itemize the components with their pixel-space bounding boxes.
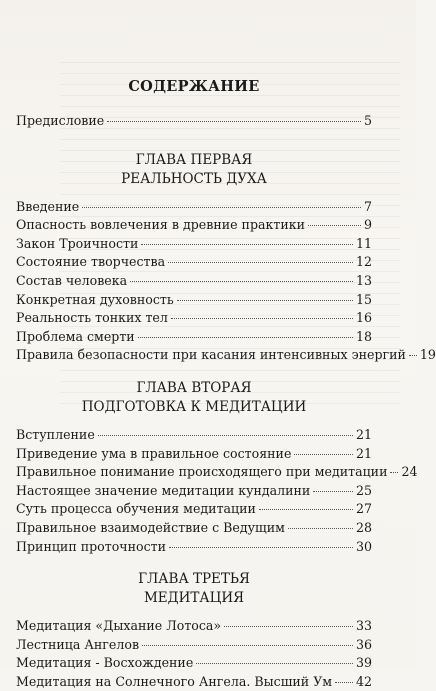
toc-entry[interactable] [16, 500, 372, 519]
toc-entry[interactable] [16, 426, 372, 445]
entry-page: 25 [355, 482, 372, 498]
leader-dots [169, 547, 353, 548]
entry-title: Правильное понимание происходящего при медитации [16, 464, 388, 480]
entry-page: 15 [355, 291, 372, 307]
toc-entry[interactable] [16, 198, 372, 217]
entry-title: Закон Троичности [16, 235, 139, 251]
table-of-contents [16, 76, 436, 691]
entry-title: Суть процесса обучения медитации [16, 501, 256, 517]
entry-title: Правила безопасности при касания интенсивных энергий [16, 347, 406, 363]
entry-title: Состояние творчества [16, 254, 166, 270]
leader-dots [142, 645, 353, 646]
leader-dots [335, 682, 353, 683]
toc-entry[interactable] [16, 346, 436, 365]
chapter-3-number: ГЛАВА ТРЕТЬЯ [138, 571, 250, 588]
entry-title: Вступление [16, 426, 95, 442]
entry-title: Медитация - Восхождение [16, 655, 194, 671]
toc-entry[interactable] [16, 519, 372, 538]
entry-page: 24 [401, 464, 418, 480]
chapter-1-name: РЕАЛЬНОСТЬ ДУХА [121, 170, 267, 187]
entry-page: 11 [355, 235, 372, 251]
toc-title: СОДЕРЖАНИЕ [128, 78, 260, 95]
entry-title: Состав человека [16, 272, 128, 288]
entry-page: 12 [355, 254, 372, 270]
leader-dots [224, 626, 353, 627]
entry-title: Медитация на Солнечного Ангела. Высший Ум [16, 673, 333, 689]
entry-page: 7 [363, 198, 372, 214]
leader-dots [138, 337, 353, 338]
leader-dots [168, 262, 353, 263]
entry-page: 13 [355, 272, 372, 288]
chapter-3-name: МЕДИТАЦИЯ [143, 590, 245, 607]
entry-page: 33 [355, 618, 372, 634]
leader-dots [294, 454, 353, 455]
leader-dots [196, 663, 353, 664]
entry-page: 36 [355, 636, 372, 652]
leader-dots [288, 528, 353, 529]
entry-page: 27 [355, 501, 372, 517]
entry-title: Медитация «Дыхание Лотоса» [16, 618, 222, 634]
leader-dots [82, 207, 361, 208]
toc-entry[interactable] [16, 482, 372, 501]
toc-entry[interactable] [16, 291, 372, 310]
entry-page: 9 [363, 217, 372, 233]
entry-page: 18 [355, 328, 372, 344]
entry-title: Настоящее значение медитации кундалини [16, 482, 311, 498]
entry-title: Реальность тонких тел [16, 310, 168, 326]
chapter-2-name: ПОДГОТОВКА К МЕДИТАЦИИ [81, 398, 307, 415]
leader-dots [409, 355, 417, 356]
leader-dots [259, 509, 353, 510]
entry-page: 19 [419, 347, 436, 363]
entry-page: 28 [355, 519, 372, 535]
entry-title: Лестница Ангелов [16, 636, 140, 652]
toc-entry[interactable] [16, 636, 372, 655]
toc-entry[interactable] [16, 216, 372, 235]
entry-title: Приведение ума в правильное состояние [16, 445, 292, 461]
entry-title: Предисловие [16, 113, 105, 128]
toc-entry[interactable] [16, 328, 372, 347]
toc-entry[interactable] [16, 253, 372, 272]
leader-dots [313, 491, 353, 492]
chapter-2-number: ГЛАВА ВТОРАЯ [136, 379, 252, 396]
leader-dots [390, 472, 398, 473]
entry-title: Конкретная духовность [16, 291, 174, 307]
leader-dots [171, 318, 353, 319]
leader-dots [98, 435, 353, 436]
entry-page: 39 [355, 655, 372, 671]
toc-entry[interactable] [16, 445, 372, 464]
toc-entry[interactable] [16, 463, 418, 482]
entry-title: Правильное взаимодействие с Ведущим [16, 519, 285, 535]
toc-entry[interactable] [16, 235, 372, 254]
entry-page: 42 [355, 673, 372, 689]
entry-title: Принцип проточности [16, 538, 167, 554]
entry-page: 16 [355, 310, 372, 326]
toc-entry[interactable] [16, 673, 372, 691]
entry-page: 21 [355, 445, 372, 461]
entry-page: 30 [355, 538, 372, 554]
entry-title: Введение [16, 198, 80, 214]
toc-entry[interactable] [16, 538, 372, 557]
leader-dots [141, 244, 353, 245]
leader-dots [177, 300, 353, 301]
leader-dots [107, 121, 361, 122]
toc-entry[interactable] [16, 272, 372, 291]
entry-page: 5 [363, 113, 372, 128]
leader-dots [308, 225, 361, 226]
leader-dots [130, 281, 353, 282]
entry-title: Опасность вовлечения в древние практики [16, 217, 306, 233]
entry-page: 21 [355, 426, 372, 442]
toc-entry[interactable] [16, 309, 372, 328]
chapter-1-number: ГЛАВА ПЕРВАЯ [135, 151, 253, 168]
entry-title: Проблема смерти [16, 328, 135, 344]
toc-entry[interactable] [16, 617, 372, 636]
toc-entry[interactable] [16, 654, 372, 673]
toc-entry-preface[interactable] [16, 112, 372, 131]
